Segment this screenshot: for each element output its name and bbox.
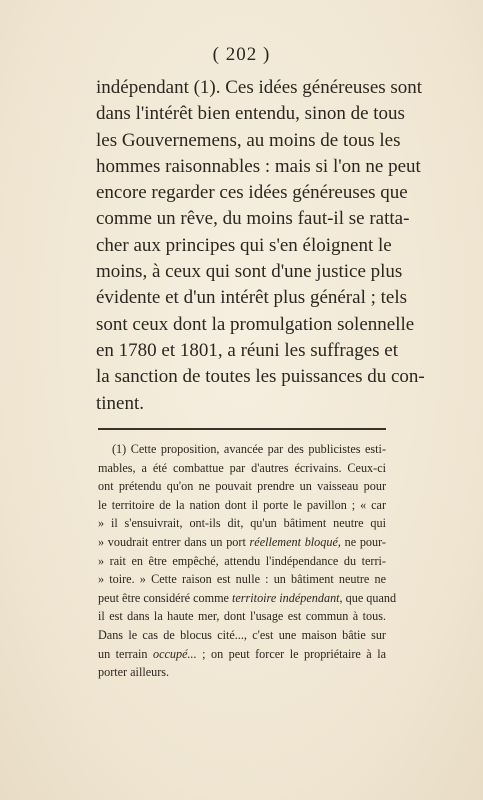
text-line: les Gouvernemens, au moins de tous les [96,129,401,151]
footnote-text: un terrain [98,646,153,661]
footnote-text: ne pour- [340,534,386,549]
footnote-divider [98,428,386,430]
text-line: comme un rêve, du moins faut-il se ratta- [96,208,410,230]
footnote-line: il est dans la haute mer, dont l'usage est commun à tous. [98,609,386,624]
footnote-line: ont prétendu qu'on ne pouvait prendre un vaisseau pour [98,479,386,494]
text-line: cher aux principes qui s'en éloignent le [96,234,392,256]
footnote-line: » rait en être empêché, attendu l'indépendance du terri- [98,553,386,568]
footnote-emphasis: occupé... [152,646,197,661]
text-line: sont ceux dont la promulgation solennelle [96,313,415,335]
footnote-line: » il s'ensuivrait, ont-ils dit, qu'un bâtiment neutre qui [98,516,386,531]
footnote-line: Dans le cas de blocus cité..., c'est une maison bâtie sur [98,627,386,642]
text-line: hommes raisonnables : mais si l'on ne peut [96,155,421,177]
text-line: indépendant (1). Ces idées généreuses sont [96,77,423,98]
footnote-emphasis: réellement bloqué, [249,534,341,549]
page-number: ( 202 ) [212,44,271,65]
text-line: évidente et d'un intérêt plus général ; tels [96,287,408,309]
footnote-line [98,589,397,608]
footnote-text: ; on peut forcer le propriétaire à la [196,646,386,661]
text-line: en 1780 et 1801, a réuni les suffrages et [96,339,398,361]
footnote-line [98,645,386,664]
footnote-text: peut être considéré comme [98,590,233,605]
footnote-line: mables, a été combattue par d'autres écrivains. Ceux-ci [98,460,386,475]
text-line: moins, à ceux qui sont d'une justice plus [96,261,403,283]
footnote-line: (1) Cette proposition, avancée par des publicistes esti- [112,442,386,456]
footnote-line: » toire. » Cette raison est nulle : un bâtiment neutre ne [98,572,386,587]
text-line: tinent. [96,392,145,414]
main-text [96,75,425,417]
footnote-text: » voudrait entrer dans un port [98,534,250,549]
footnote-line: porter ailleurs. [98,665,170,680]
footnote [98,440,397,682]
footnote-line [98,533,386,552]
text-line: la sanction de toutes les puissances du con- [96,366,425,388]
text-line: dans l'intérêt bien entendu, sinon de tous [96,103,405,125]
footnote-text: que quand [342,590,397,605]
footnote-line: le territoire de la nation dont il porte le pavillon ; « car [98,497,386,512]
text-line: encore regarder ces idées généreuses que [96,182,408,204]
footnote-emphasis: territoire indépendant, [232,590,343,605]
